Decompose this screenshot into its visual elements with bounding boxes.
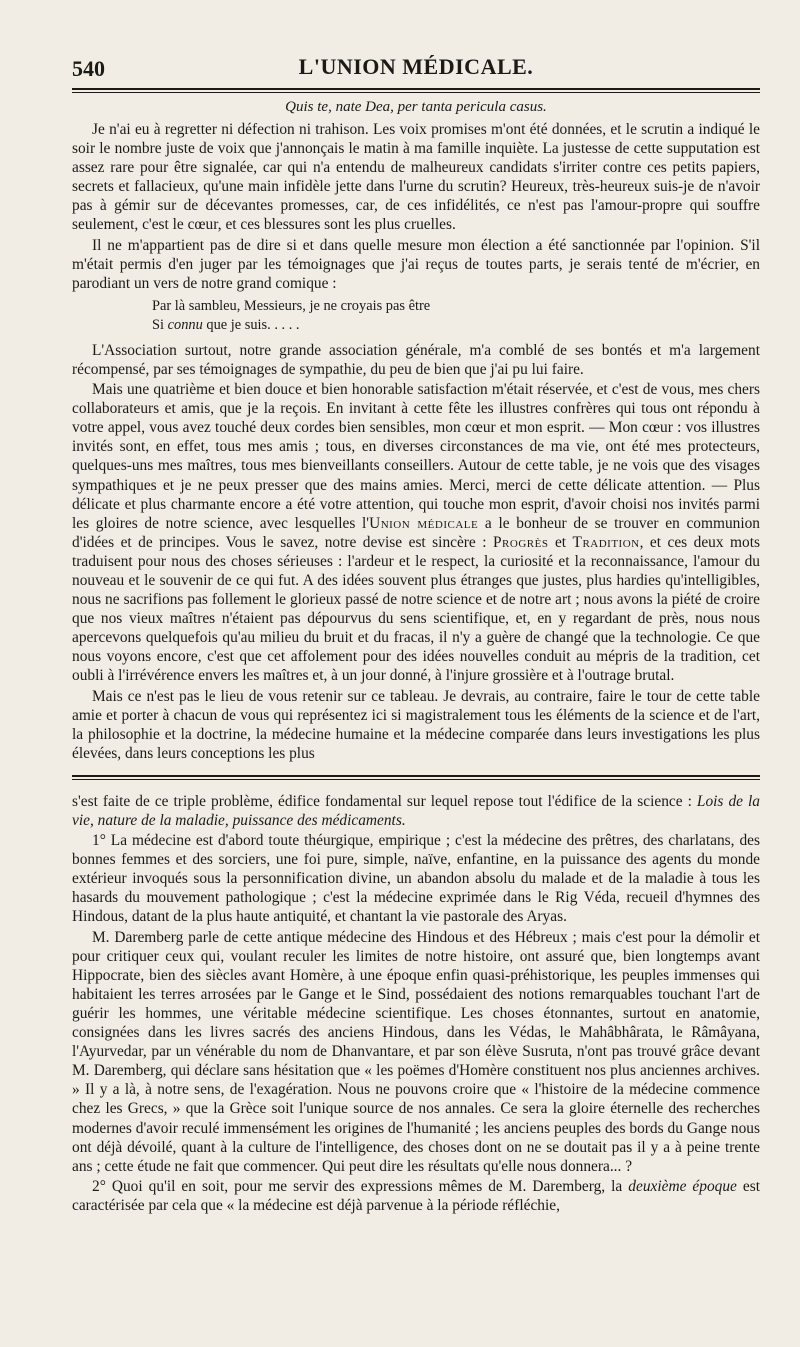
motto-progres: Progrès (493, 533, 549, 551)
verse-line-1: Par là sambleu, Messieurs, je ne croyais pas être (152, 297, 431, 314)
page-header (72, 50, 760, 86)
feuilleton-separator (72, 775, 760, 780)
paragraph-collaborators: Mais une quatrième et bien douce et bien honorable satisfaction m'était réservée, et c'est de vous, mes chers collaborateurs et amis, que je la reçois. En invitant à cette fête les illustres confrères qui tous ont répondu à votre appel, vous avez touché deux cordes bien sensibles, mon cœur et mon esprit. — Mon cœur : vos illustres invités sont, en effet, tous mes amis ; tous, en diverses circonstances de ma vie, ont été mes protecteurs, quelques-uns mes maîtres, tous mes bienveillants conseillers. Autour de cette table, je ne vois que des visages sympathiques et je ne peux presser que des mains amies. Merci, merci de cette délicate attention. — Plus délicate et plus charmante encore a été votre attention, qui touche mon esprit, d'avoir choisi nos invités parmi les gloires de notre science, avec lesquelles l'Union médicale a le bonheur de se trouver en communion d'idées et de principes. Vous le savez, notre devise est sincère : Progrès et Tradition, et ces deux mots traduisent pour nous des choses sérieuses : l'ardeur et le respect, la curiosité et la reconnaissance, l'amour du nouveau et le souvenir de ce qui fut. A des idées souvent plus étranges que justes, plus hardies qu'intelligibles, nous ne sacrifions pas follement le glorieux passé de notre science et de notre art ; nous avons la piété de croire que nos vieux maîtres n'étaient pas dépourvus du sens scientifique, et, en y regardant de près, nous nous apercevons quelquefois qu'au milieu du bruit et du fracas, il n'y a guère de changé que la technologie. Ce que nous voyons encore, c'est que cet affolement pour des idées nouvelles conduit au mépris de la tradition, cet oubli à l'irrévérence envers les maîtres et, à un jour donné, à l'injure grossière et à l'outrage brutal. (72, 381, 760, 685)
page-number: 540 (72, 56, 105, 81)
paragraph-opinion: Il ne m'appartient pas de dire si et dans quelle mesure mon élection a été sanctionnée par l'opinion. S'il m'était permis d'en juger par les témoignages que j'ai reçus de toutes parts, je serais tenté de m'écrier, en parodiant un vers de notre grand comique : (72, 236, 760, 292)
running-title: L'UNION MÉDICALE. (298, 54, 534, 79)
latin-motto: Quis te, nate Dea, per tanta pericula casus. (285, 99, 547, 115)
feuilleton-paragraph-2: 1° La médecine est d'abord toute théurgique, empirique ; c'est la médecine des prêtres, des charlatans, des bonnes femmes et des sorciers, une foi pure, simple, naïve, enfantine, en la puissance des agents du monde extérieur invoqués sous la personnification divine, un abandon absolu du malade et de la maladie à tous les hasards du mouvement pathologique ; c'est la médecine exprimée dans le Rig Véda, recueil d'hymnes des Hindous, datant de la plus haute antiquité, et chantant la vie pastorale des Aryas. (72, 832, 760, 926)
motto-tradition: Tradition (572, 533, 640, 551)
paragraph-election: Je n'ai eu à regretter ni défection ni trahison. Les voix promises m'ont été données, et le scrutin a indiqué le soir le nombre juste de voix que j'annonçais le matin à ma famille inquiète. La justesse de cette supputation est assez rare pour être signalée, car qui n'a entendu de malheureux candidats s'irriter contre ces petits papiers, secrets et fallacieux, qu'une main infidèle jette dans l'urne du scrutin? Heureux, très-heureux suis-je de n'avoir pas à gémir sur de décevantes promesses, car, de ces infidélités, ce n'est pas l'amour-propre qui souffre seulement, c'est le cœur, et ces blessures sont les plus cruelles. (72, 121, 760, 234)
feuilleton-paragraph-3: M. Daremberg parle de cette antique médecine des Hindous et des Hébreux ; mais c'est pour la démolir et pour critiquer ceux qui, voulant reculer les limites de notre histoire, ont assuré que, bien longtemps avant Hippocrate, bien des siècles avant Homère, à une époque enfin quasi-préhistorique, les peuples immenses qui habitaient les terres arrosées par le Gange et le Sind, possédaient des notions remarquables touchant l'art de guérir les hommes, une véritable médecine scientifique. Les choses étonnantes, surtout en anatomie, consignées dans les livres sacrés des anciens Hindous, dans les Védas, le Mahâbhârata, le Râmâyana, l'Ayurvedar, par un vénérable du nom de Dhanvantare, et par son élève Susruta, n'ont pas trouvé grâce devant M. Daremberg, qui déclare sans hésitation que « les poëmes d'Homère constituent nos plus anciennes archives. » Il y a là, à notre sens, de l'exagération. Nous ne pouvons croire que « l'histoire de la médecine commence chez les Grecs, » que la Grèce soit l'unique source de nos annales. Ce sera la gloire éternelle des recherches modernes d'avoir reculé immensément les origines de l'humanité ; les anciens peuples des bords du Gange nous ont déjà dévoilé, quant à la culture de l'intelligence, des choses dont on ne se doutait pas il y a à peine trente ans ; cette étude ne fait que commencer. Qui peut dire les résultats qu'elle nous donnera... ? (72, 928, 760, 1175)
header-rule (72, 88, 760, 93)
paragraph-association: L'Association surtout, notre grande association générale, m'a comblé de ses bontés et m'a largement récompensé, par ses témoignages de sympathie, du peu de bien que j'ai pu lui faire. (72, 341, 760, 378)
verse-quotation (152, 297, 760, 335)
paragraph-table: Mais ce n'est pas le lieu de vous retenir sur ce tableau. Je devrais, au contraire, faire le tour de cette table amie et porter à chacun de vous qui représentez ici si magistralement tous les éléments de la science et de l'art, la philosophie et la doctrine, la médecine humaine et la médecine comparée dans leurs investigations les plus élevées, dans leurs conceptions les plus (72, 687, 760, 762)
feuilleton-paragraph-4: 2° Quoi qu'il en soit, pour me servir des expressions mêmes de M. Daremberg, la deuxième époque est caractérisée par cela que « la médecine est déjà parvenue à la période réfléchie, (72, 1177, 760, 1214)
journal-name: Union médicale (369, 514, 479, 532)
verse-line-2: Si connu que je suis. . . . . (152, 316, 300, 333)
feuilleton-paragraph-1: s'est faite de ce triple problème, édifice fondamental sur lequel repose tout l'édifice de la science : Lois de la vie, nature de la maladie, puissance des médicaments. (72, 792, 760, 829)
